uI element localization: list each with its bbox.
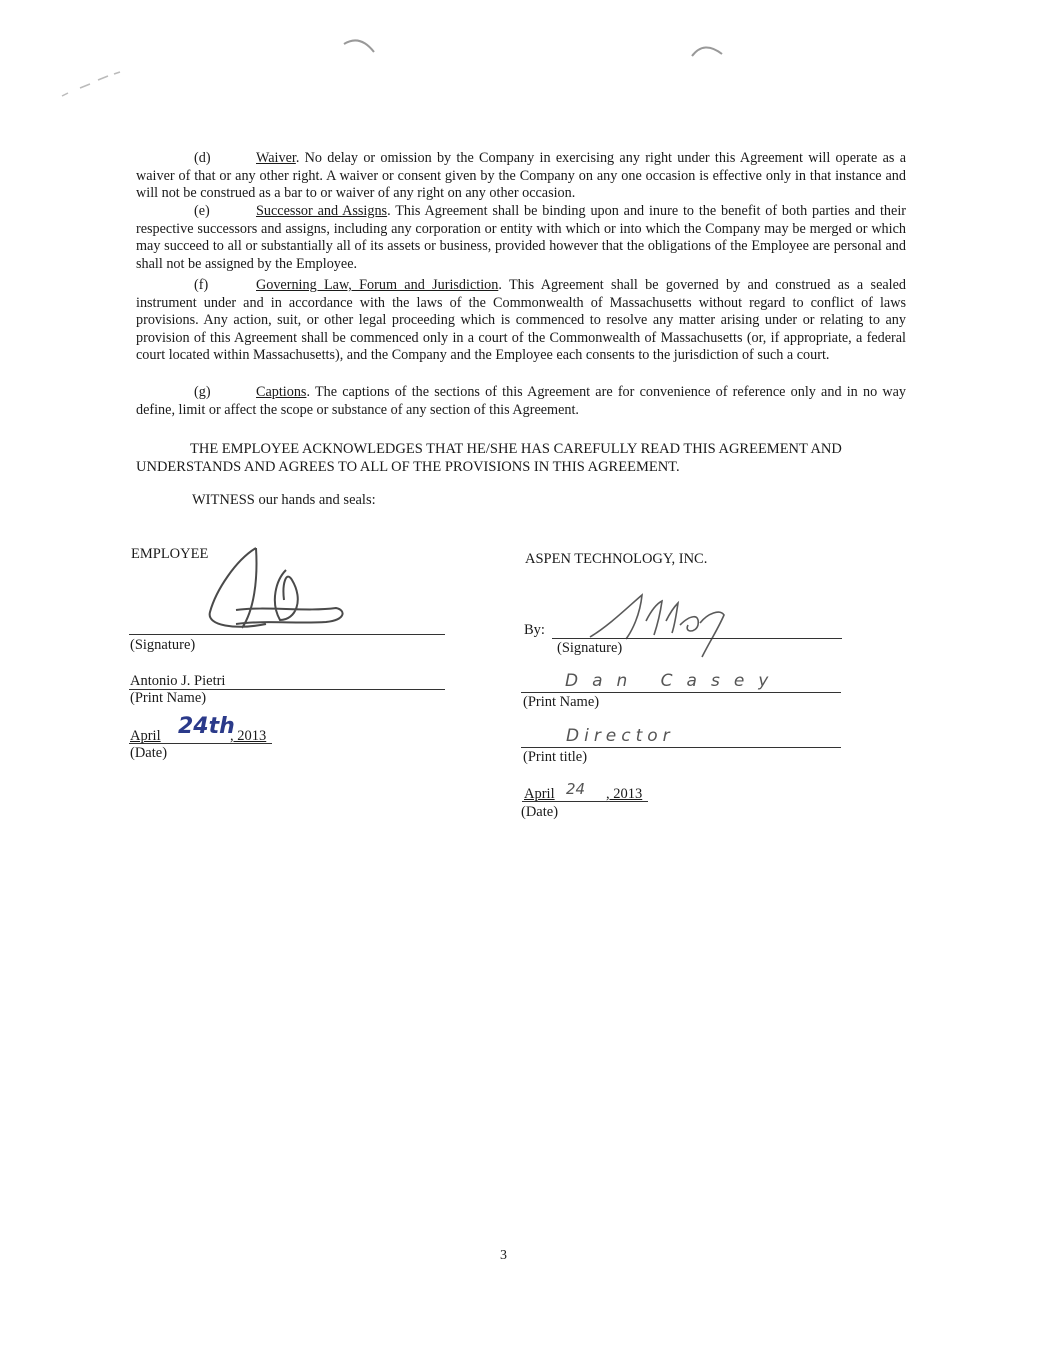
clause-heading: Captions: [256, 384, 307, 400]
company-print-title-caption: (Print title): [523, 749, 588, 765]
acknowledgement: [136, 440, 906, 476]
employee-date-day-handwritten: 24th: [178, 714, 235, 739]
witness-line: WITNESS our hands and seals:: [192, 492, 376, 508]
clause-label: (d): [194, 150, 211, 166]
company-signature-caption: (Signature): [557, 640, 623, 656]
employee-heading: EMPLOYEE: [131, 546, 209, 562]
employee-print-name: Antonio J. Pietri: [130, 673, 226, 689]
clause-text: No delay or omission by the Company in exercising any right under this Agreement will operate as a waiver of that or any other right. A waiver or consent given by the Company on any one occasion is effective only in that instance and will not be construed as a bar to or waiver of any right on any other occasion.: [136, 150, 906, 201]
company-signature-line: [552, 638, 842, 639]
hole-punch-mark-left: [340, 34, 380, 64]
company-print-name-line: [521, 692, 841, 693]
clause-d: (d) Waiver. No delay or omission by the Company in exercising any right under this Agreement will operate as a waiver of that or any other right. A waiver or consent given by the Company on any one occasion is effective only in that instance and will not be construed as a bar to or waiver of any right on any other occasion.: [136, 150, 906, 201]
employee-signature-caption: (Signature): [130, 637, 196, 653]
company-date-day-handwritten: 24: [566, 780, 586, 798]
page-number: 3: [500, 1248, 507, 1263]
company-date-line: [522, 801, 648, 802]
company-print-name-caption: (Print Name): [523, 694, 600, 710]
company-date-month: April: [524, 786, 555, 802]
clause-e: (e) Successor and Assigns. This Agreement shall be binding upon and inure to the benefit of both parties and their respective successors and assigns, including any corporation or entity with which or into which the Company may be merged or which may succeed to all or substantially all of its assets or business, provided however that the obligations of the Employee are personal and shall not be assigned by the Employee.: [136, 203, 906, 272]
clause-label: (g): [194, 384, 211, 400]
company-print-title-line: [521, 747, 841, 748]
employee-signature-image: [196, 540, 361, 635]
clause-heading: Waiver: [256, 150, 296, 166]
clause-text: The captions of the sections of this Agreement are for convenience of reference only and in no way define, limit or affect the scope or substance of any section of this Agreement.: [136, 384, 906, 418]
employee-print-name-caption: (Print Name): [130, 690, 207, 706]
acknowledgement-text: THE EMPLOYEE ACKNOWLEDGES THAT HE/SHE HAS CAREFULLY READ THIS AGREEMENT AND UNDERSTANDS AND AGREES TO ALL OF THE PROVISIONS IN THIS AGREEMENT.: [136, 441, 842, 475]
employee-date-month: April: [130, 728, 161, 744]
employee-signature-line: [129, 634, 445, 635]
company-print-title-handwritten: Director: [566, 726, 675, 746]
clause-heading: Successor and Assigns: [256, 203, 388, 219]
company-heading: ASPEN TECHNOLOGY, INC.: [525, 551, 708, 567]
clause-g: (g) Captions. The captions of the sections of this Agreement are for convenience of reference only and in no way define, limit or affect the scope or substance of any section of this Agreement.: [136, 384, 906, 418]
by-label: By:: [524, 622, 545, 638]
company-print-name-handwritten: Dan Casey: [565, 671, 783, 691]
hole-punch-mark-right: [688, 38, 728, 68]
company-date-year: , 2013: [606, 786, 643, 802]
clause-text: This Agreement shall be binding upon and inure to the benefit of both parties and their respective successors and assigns, including any corporation or entity with which or into which the Company may be merged or which may succeed to all or substantially all of its assets or business, provided however that the obligations of the Employee are personal and shall not be assigned by the Employee.: [136, 203, 906, 272]
clause-heading: Governing Law, Forum and Jurisdiction: [256, 277, 499, 293]
scan-smudge-mark: [58, 66, 128, 106]
employee-date-year: , 2013: [230, 728, 267, 744]
company-date-caption: (Date): [521, 804, 559, 820]
clause-label: (f): [194, 277, 209, 293]
clause-label: (e): [194, 203, 210, 219]
employee-date-line: [129, 743, 272, 744]
clause-f: (f) Governing Law, Forum and Jurisdiction. This Agreement shall be governed by and construed as a sealed instrument under and in accordance with the laws of the Commonwealth of Massachusetts without regard to conflict of laws provisions. Any action, suit, or other legal proceeding which is commenced to resolve any matter arising under or relating to any provision of this Agreement shall be commenced only in a court of the Commonwealth of Massachusetts (or, if appropriate, a federal court located within Massachusetts), and the Company and the Employee each consents to the jurisdiction of such a court.: [136, 277, 906, 363]
employee-date-caption: (Date): [130, 745, 168, 761]
clause-text: This Agreement shall be governed by and construed as a sealed instrument under and in accordance with the laws of the Commonwealth of Massachusetts without regard to conflict of laws provisions. Any action, suit, or other legal proceeding which is commenced to resolve any matter arising under or relating to any provision of this Agreement shall be commenced only in a court of the Commonwealth of Massachusetts (or, if appropriate, a federal court located within Massachusetts), and the Company and the Employee each consents to the jurisdiction of such a court.: [136, 277, 906, 363]
